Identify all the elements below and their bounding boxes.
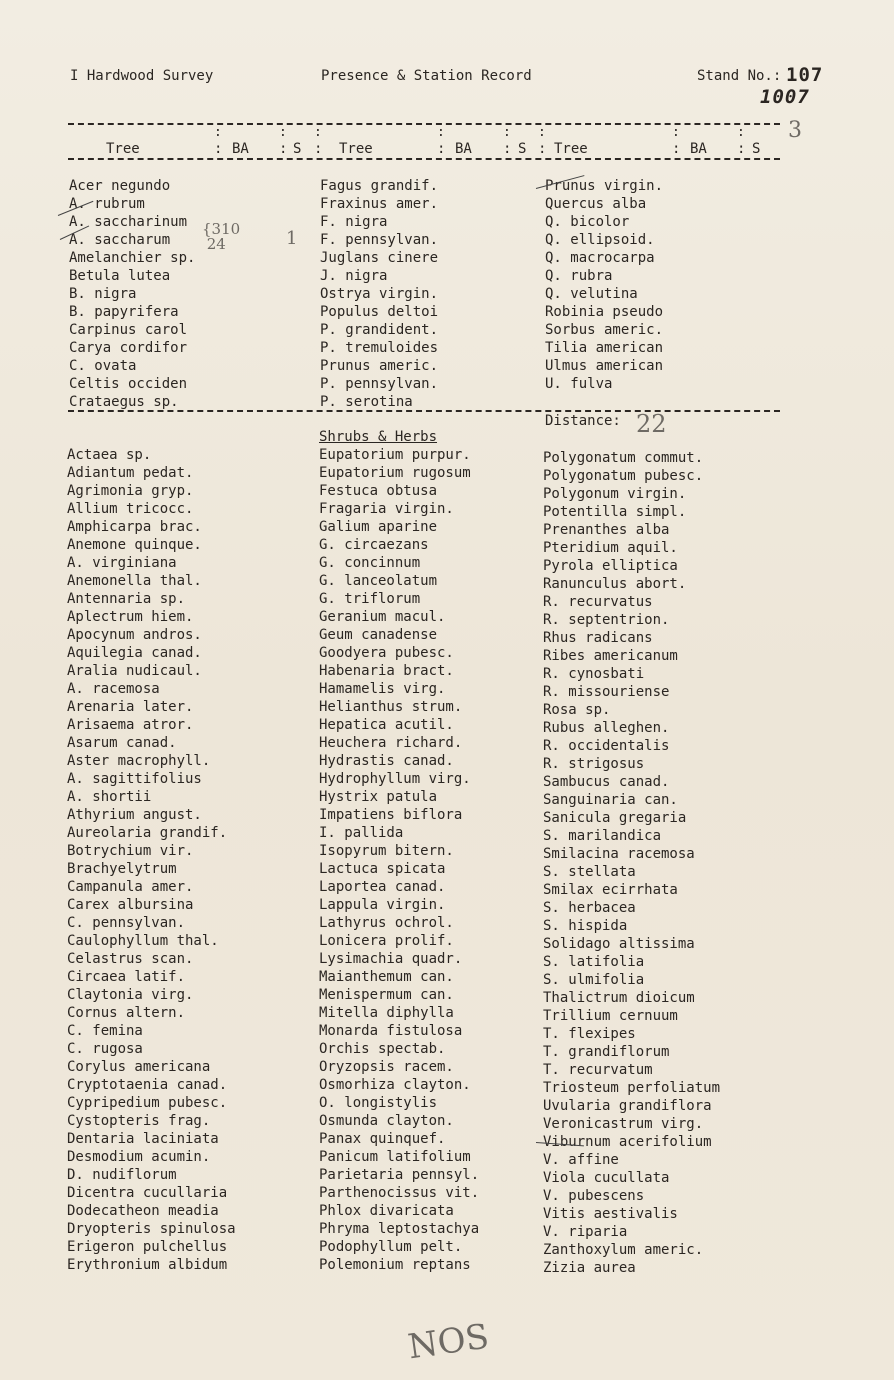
tree-species-entry: Q. bicolor xyxy=(545,214,630,230)
tree-header: Tree xyxy=(339,141,373,157)
plant-species-entry: R. septentrion. xyxy=(543,612,670,628)
plant-species-entry: A. virginiana xyxy=(67,555,177,571)
plant-species-entry: Eupatorium purpur. xyxy=(319,447,471,463)
bottom-pencil-note: NOS xyxy=(405,1316,492,1368)
plant-species-entry: Heuchera richard. xyxy=(319,735,463,751)
tree-species-entry: F. pennsylvan. xyxy=(320,232,439,248)
tree-species-entry: Carpinus carol xyxy=(69,322,188,338)
plant-species-entry: Parthenocissus vit. xyxy=(319,1185,480,1201)
plant-species-entry: Monarda fistulosa xyxy=(319,1023,463,1039)
plant-species-entry: Geranium macul. xyxy=(319,609,446,625)
tree-species-entry: F. nigra xyxy=(320,214,388,230)
header-colon: : xyxy=(737,125,745,140)
plant-species-entry: G. lanceolatum xyxy=(319,573,438,589)
plant-species-entry: Polemonium reptans xyxy=(319,1257,471,1273)
plant-species-entry: I. pallida xyxy=(319,825,404,841)
plant-species-entry: Laportea canad. xyxy=(319,879,446,895)
plant-species-entry: Ranunculus abort. xyxy=(543,576,687,592)
margin-note-three: 3 xyxy=(788,118,802,143)
tree-header: Tree xyxy=(554,141,588,157)
plant-species-entry: Thalictrum dioicum xyxy=(543,990,695,1006)
plant-species-entry: Osmunda clayton. xyxy=(319,1113,454,1129)
plant-species-entry: C. femina xyxy=(67,1023,143,1039)
plant-species-entry: Impatiens biflora xyxy=(319,807,463,823)
plant-species-entry: Polygonum virgin. xyxy=(543,486,687,502)
plant-species-entry: Asarum canad. xyxy=(67,735,177,751)
tree-species-entry: Betula lutea xyxy=(69,268,171,284)
tree-species-entry: P. tremuloides xyxy=(320,340,439,356)
herb-column-1 xyxy=(67,446,236,1274)
plant-species-entry: Corylus americana xyxy=(67,1059,211,1075)
plant-species-entry: Viola cucullata xyxy=(543,1170,670,1186)
plant-species-entry: Maianthemum can. xyxy=(319,969,454,985)
plant-species-entry: Lathyrus ochrol. xyxy=(319,915,454,931)
tree-column-2 xyxy=(320,177,438,411)
plant-species-entry: V. riparia xyxy=(543,1224,628,1240)
plant-species-entry: Isopyrum bitern. xyxy=(319,843,454,859)
plant-species-entry: Celastrus scan. xyxy=(67,951,194,967)
plant-species-entry: Cryptotaenia canad. xyxy=(67,1077,228,1093)
ba-header: BA xyxy=(232,141,249,157)
plant-species-entry: Goodyera pubesc. xyxy=(319,645,454,661)
plant-species-entry: R. strigosus xyxy=(543,756,645,772)
tree-column-1 xyxy=(69,177,195,411)
plant-species-entry: Aquilegia canad. xyxy=(67,645,202,661)
plant-species-entry: Actaea sp. xyxy=(67,447,152,463)
plant-species-entry: Campanula amer. xyxy=(67,879,194,895)
plant-species-entry: Arenaria later. xyxy=(67,699,194,715)
plant-species-entry: Brachyelytrum xyxy=(67,861,177,877)
colon-sep: : xyxy=(737,141,746,157)
tree-species-entry: Fraxinus amer. xyxy=(320,196,439,212)
plant-species-entry: Sambucus canad. xyxy=(543,774,670,790)
colon-sep: : xyxy=(503,141,512,157)
plant-species-entry: Viburnum acerifolium xyxy=(543,1134,712,1150)
plant-species-entry: Parietaria pennsyl. xyxy=(319,1167,480,1183)
plant-species-entry: A. shortii xyxy=(67,789,152,805)
plant-species-entry: Zizia aurea xyxy=(543,1260,636,1276)
plant-species-entry: Aster macrophyll. xyxy=(67,753,211,769)
colon-sep: : xyxy=(314,141,323,157)
plant-species-entry: Botrychium vir. xyxy=(67,843,194,859)
plant-species-entry: Caulophyllum thal. xyxy=(67,933,219,949)
plant-species-entry: G. concinnum xyxy=(319,555,421,571)
tree-species-entry: U. fulva xyxy=(545,376,613,392)
plant-species-entry: Panicum latifolium xyxy=(319,1149,471,1165)
plant-species-entry: Lactuca spicata xyxy=(319,861,446,877)
tree-species-entry: P. pennsylvan. xyxy=(320,376,439,392)
survey-title: I Hardwood Survey xyxy=(70,68,214,84)
plant-species-entry: Trillium cernuum xyxy=(543,1008,678,1024)
tree-species-entry: Juglans cinere xyxy=(320,250,439,266)
plant-species-entry: Athyrium angust. xyxy=(67,807,202,823)
plant-species-entry: T. flexipes xyxy=(543,1026,636,1042)
tree-species-entry: Q. ellipsoid. xyxy=(545,232,655,248)
plant-species-entry: Vitis aestivalis xyxy=(543,1206,678,1222)
colon-sep: : xyxy=(279,141,288,157)
tree-species-entry: Ostrya virgin. xyxy=(320,286,439,302)
plant-species-entry: Orchis spectab. xyxy=(319,1041,446,1057)
colon-sep: : xyxy=(214,141,223,157)
header-colon: : xyxy=(314,125,322,140)
plant-species-entry: Helianthus strum. xyxy=(319,699,463,715)
plant-species-entry: A. sagittifolius xyxy=(67,771,202,787)
plant-species-entry: Hydrophyllum virg. xyxy=(319,771,471,787)
stand-number: 107 xyxy=(786,64,824,86)
plant-species-entry: T. grandiflorum xyxy=(543,1044,670,1060)
colon-sep: : xyxy=(672,141,681,157)
plant-species-entry: S. stellata xyxy=(543,864,636,880)
plant-species-entry: Erythronium albidum xyxy=(67,1257,228,1273)
plant-species-entry: Habenaria bract. xyxy=(319,663,454,679)
plant-species-entry: Amphicarpa brac. xyxy=(67,519,202,535)
plant-species-entry: Fragaria virgin. xyxy=(319,501,454,517)
tree-species-entry: A. rubrum xyxy=(69,196,145,212)
plant-species-entry: Polygonatum pubesc. xyxy=(543,468,704,484)
plant-species-entry: Claytonia virg. xyxy=(67,987,194,1003)
tree-species-entry: Amelanchier sp. xyxy=(69,250,196,266)
plant-species-entry: Rhus radicans xyxy=(543,630,653,646)
header-colon: : xyxy=(672,125,680,140)
tree-species-entry: B. papyrifera xyxy=(69,304,179,320)
plant-species-entry: Rubus alleghen. xyxy=(543,720,670,736)
plant-species-entry: Potentilla simpl. xyxy=(543,504,687,520)
plant-species-entry: D. nudiflorum xyxy=(67,1167,177,1183)
colon-sep: : xyxy=(437,141,446,157)
plant-species-entry: Smilax ecirrhata xyxy=(543,882,678,898)
plant-species-entry: Cystopteris frag. xyxy=(67,1113,211,1129)
tree-species-entry: Q. macrocarpa xyxy=(545,250,655,266)
plant-species-entry: Cornus altern. xyxy=(67,1005,186,1021)
plant-species-entry: R. cynosbati xyxy=(543,666,645,682)
plant-species-entry: Eupatorium rugosum xyxy=(319,465,471,481)
tree-species-entry: Populus deltoi xyxy=(320,304,439,320)
plant-species-entry: Apocynum andros. xyxy=(67,627,202,643)
plant-species-entry: Desmodium acumin. xyxy=(67,1149,211,1165)
tree-species-entry: Carya cordifor xyxy=(69,340,188,356)
tree-species-entry: C. ovata xyxy=(69,358,137,374)
tree-section-rule xyxy=(68,410,780,412)
plant-species-entry: Rosa sp. xyxy=(543,702,611,718)
shrubs-herbs-title: Shrubs & Herbs xyxy=(319,429,438,445)
plant-species-entry: Dryopteris spinulosa xyxy=(67,1221,236,1237)
tree-species-entry: Prunus virgin. xyxy=(545,178,664,194)
header-colon: : xyxy=(503,125,511,140)
distance-value: 22 xyxy=(636,410,667,438)
plant-species-entry: S. hispida xyxy=(543,918,628,934)
plant-species-entry: Lysimachia quadr. xyxy=(319,951,463,967)
plant-species-entry: Geum canadense xyxy=(319,627,438,643)
distance-label: Distance: xyxy=(545,413,621,429)
plant-species-entry: V. pubescens xyxy=(543,1188,645,1204)
plant-species-entry: Antennaria sp. xyxy=(67,591,186,607)
ba-header: BA xyxy=(690,141,707,157)
plant-species-entry: Arisaema atror. xyxy=(67,717,194,733)
plant-species-entry: Podophyllum pelt. xyxy=(319,1239,463,1255)
plant-species-entry: G. circaezans xyxy=(319,537,429,553)
plant-species-entry: Mitella diphylla xyxy=(319,1005,454,1021)
tree-species-entry: Robinia pseudo xyxy=(545,304,664,320)
plant-species-entry: Polygonatum commut. xyxy=(543,450,704,466)
header-colon: : xyxy=(437,125,445,140)
plant-species-entry: C. rugosa xyxy=(67,1041,143,1057)
tree-species-entry: Acer negundo xyxy=(69,178,171,194)
plant-species-entry: Hepatica acutil. xyxy=(319,717,454,733)
tree-species-entry: Ulmus american xyxy=(545,358,664,374)
tree-column-3 xyxy=(545,177,663,393)
tree-species-entry: J. nigra xyxy=(320,268,388,284)
plant-species-entry: Zanthoxylum americ. xyxy=(543,1242,704,1258)
pencil-bracket-note: {310 24 xyxy=(202,220,241,253)
plant-species-entry: O. longistylis xyxy=(319,1095,438,1111)
tree-species-entry: Sorbus americ. xyxy=(545,322,664,338)
tree-species-entry: Quercus alba xyxy=(545,196,647,212)
s-header: S xyxy=(518,141,527,157)
plant-species-entry: Phlox divaricata xyxy=(319,1203,454,1219)
s-header: S xyxy=(752,141,761,157)
ba-header: BA xyxy=(455,141,472,157)
plant-species-entry: Osmorhiza clayton. xyxy=(319,1077,471,1093)
plant-species-entry: Prenanthes alba xyxy=(543,522,670,538)
plant-species-entry: Triosteum perfoliatum xyxy=(543,1080,721,1096)
plant-species-entry: Circaea latif. xyxy=(67,969,186,985)
plant-species-entry: Lappula virgin. xyxy=(319,897,446,913)
plant-species-entry: Phryma leptostachya xyxy=(319,1221,480,1237)
plant-species-entry: S. ulmifolia xyxy=(543,972,645,988)
tree-species-entry: Fagus grandif. xyxy=(320,178,439,194)
plant-species-entry: S. herbacea xyxy=(543,900,636,916)
plant-species-entry: V. affine xyxy=(543,1152,619,1168)
tree-species-entry: P. serotina xyxy=(320,394,413,410)
tree-species-entry: Q. rubra xyxy=(545,268,613,284)
plant-species-entry: Hamamelis virg. xyxy=(319,681,446,697)
tree-header: Tree xyxy=(106,141,140,157)
tree-species-entry: Tilia american xyxy=(545,340,664,356)
plant-species-entry: Smilacina racemosa xyxy=(543,846,695,862)
tree-species-entry: Celtis occiden xyxy=(69,376,188,392)
plant-species-entry: Uvularia grandiflora xyxy=(543,1098,712,1114)
plant-species-entry: Dentaria laciniata xyxy=(67,1131,219,1147)
plant-species-entry: Pyrola elliptica xyxy=(543,558,678,574)
plant-species-entry: Aplectrum hiem. xyxy=(67,609,194,625)
stand-label: Stand No.: xyxy=(697,68,782,84)
herb-column-3 xyxy=(543,449,720,1277)
plant-species-entry: Festuca obtusa xyxy=(319,483,438,499)
plant-species-entry: Hydrastis canad. xyxy=(319,753,454,769)
herb-column-2 xyxy=(319,446,479,1274)
header-colon: : xyxy=(214,125,222,140)
plant-species-entry: Dodecatheon meadia xyxy=(67,1203,219,1219)
plant-species-entry: Anemone quinque. xyxy=(67,537,202,553)
header-rule xyxy=(68,158,780,160)
plant-species-entry: T. recurvatum xyxy=(543,1062,653,1078)
tree-species-entry: B. nigra xyxy=(69,286,137,302)
plant-species-entry: Agrimonia gryp. xyxy=(67,483,194,499)
plant-species-entry: R. missouriense xyxy=(543,684,670,700)
plant-species-entry: Veronicastrum virg. xyxy=(543,1116,704,1132)
plant-species-entry: G. triflorum xyxy=(319,591,421,607)
plant-species-entry: Erigeron pulchellus xyxy=(67,1239,228,1255)
plant-species-entry: S. latifolia xyxy=(543,954,645,970)
s-header: S xyxy=(293,141,302,157)
plant-species-entry: Oryzopsis racem. xyxy=(319,1059,454,1075)
plant-species-entry: Sanicula gregaria xyxy=(543,810,687,826)
tree-species-entry: Q. velutina xyxy=(545,286,638,302)
plant-species-entry: Galium aparine xyxy=(319,519,438,535)
pencil-ba-value: 1 xyxy=(286,228,298,249)
plant-species-entry: Aureolaria grandif. xyxy=(67,825,228,841)
plant-species-entry: Lonicera prolif. xyxy=(319,933,454,949)
tree-species-entry: Prunus americ. xyxy=(320,358,439,374)
plant-species-entry: Carex albursina xyxy=(67,897,194,913)
plant-species-entry: Cypripedium pubesc. xyxy=(67,1095,228,1111)
tree-species-entry: Crataegus sp. xyxy=(69,394,179,410)
plant-species-entry: Allium tricocc. xyxy=(67,501,194,517)
colon-sep: : xyxy=(538,141,547,157)
plant-species-entry: Aralia nudicaul. xyxy=(67,663,202,679)
plant-species-entry: Sanguinaria can. xyxy=(543,792,678,808)
stand-number-handwritten: 1007 xyxy=(760,86,810,108)
tree-species-entry: A. saccharum xyxy=(69,232,171,248)
plant-species-entry: Pteridium aquil. xyxy=(543,540,678,556)
plant-species-entry: Dicentra cucullaria xyxy=(67,1185,228,1201)
plant-species-entry: Panax quinquef. xyxy=(319,1131,446,1147)
plant-species-entry: C. pennsylvan. xyxy=(67,915,186,931)
plant-species-entry: Solidago altissima xyxy=(543,936,695,952)
header-colon: : xyxy=(538,125,546,140)
record-title: Presence & Station Record xyxy=(321,68,532,84)
plant-species-entry: Adiantum pedat. xyxy=(67,465,194,481)
plant-species-entry: Menispermum can. xyxy=(319,987,454,1003)
plant-species-entry: A. racemosa xyxy=(67,681,160,697)
tree-species-entry: A. saccharinum xyxy=(69,214,188,230)
tree-species-entry: P. grandident. xyxy=(320,322,439,338)
plant-species-entry: R. recurvatus xyxy=(543,594,653,610)
plant-species-entry: S. marilandica xyxy=(543,828,662,844)
plant-species-entry: Ribes americanum xyxy=(543,648,678,664)
plant-species-entry: Anemonella thal. xyxy=(67,573,202,589)
plant-species-entry: Hystrix patula xyxy=(319,789,438,805)
header-colon: : xyxy=(279,125,287,140)
plant-species-entry: R. occidentalis xyxy=(543,738,670,754)
